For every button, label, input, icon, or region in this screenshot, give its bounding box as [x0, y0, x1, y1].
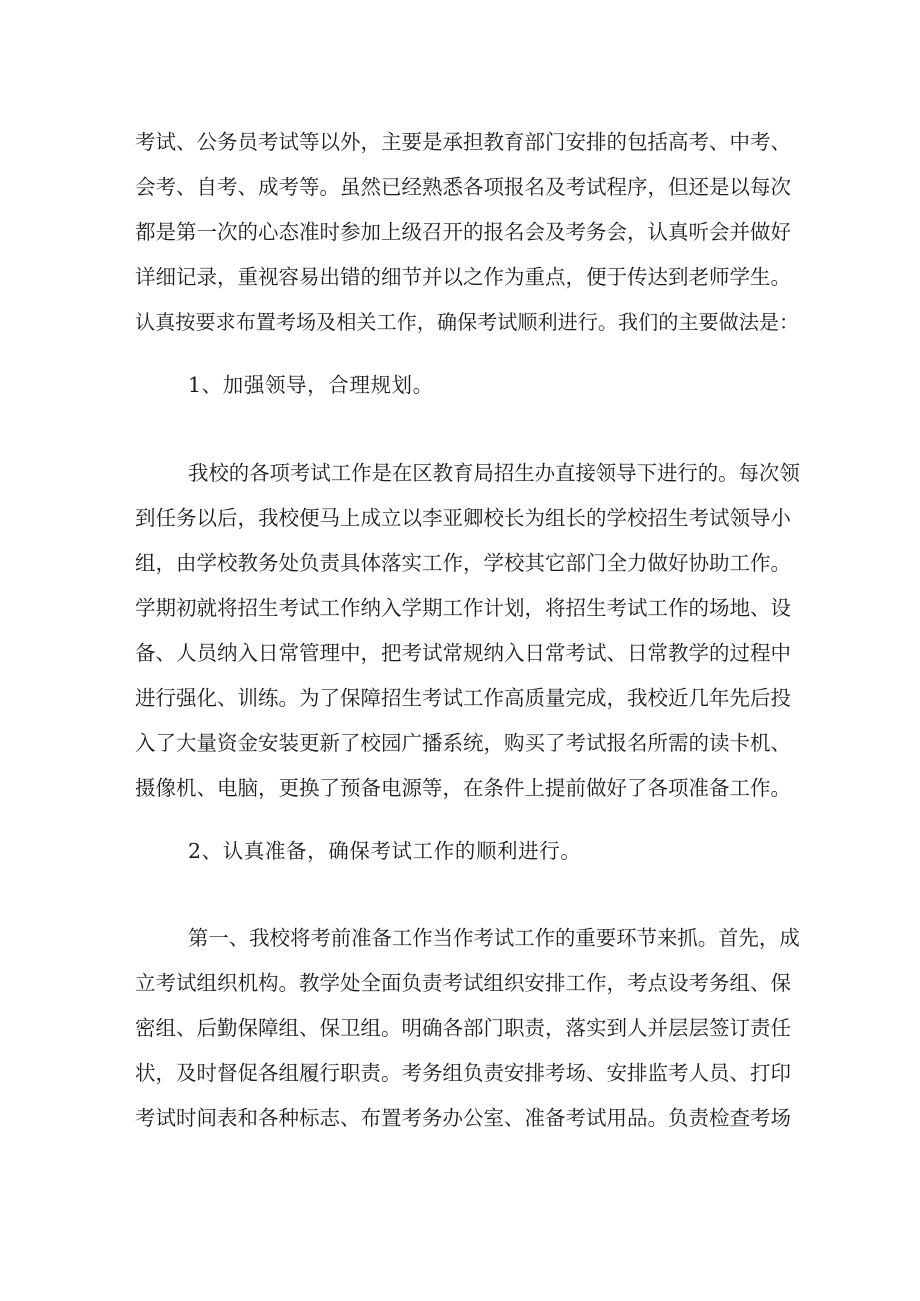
- para1-line-7: 入了大量资金安装更新了校园广播系统，购买了考试报名所需的读卡机、: [135, 731, 791, 755]
- para1-line-3: 组，由学校教务处负责具体落实工作，学校其它部门全力做好协助工作。: [135, 551, 791, 575]
- para1-line-5: 备、人员纳入日常管理中，把考试常规纳入日常考试、日常教学的过程中: [135, 641, 791, 665]
- intro-line-1: 考试、公务员考试等以外，主要是承担教育部门安排的包括高考、中考、: [135, 130, 791, 154]
- intro-line-3: 都是第一次的心态准时参加上级召开的报名会及考务会，认真听会并做好: [135, 220, 791, 244]
- section-heading-1: 1、加强领导，合理规划。: [188, 373, 434, 397]
- para2-line-2: 立考试组织机构。教学处全面负责考试组织安排工作，考点设考务组、保: [135, 971, 791, 995]
- para1-line-8: 摄像机、电脑，更换了预备电源等，在条件上提前做好了各项准备工作。: [135, 776, 791, 800]
- para1-line-4: 学期初就将招生考试工作纳入学期工作计划，将招生考试工作的场地、设: [135, 596, 791, 620]
- intro-line-4: 详细记录，重视容易出错的细节并以之作为重点，便于传达到老师学生。: [135, 265, 791, 289]
- para2-line-4: 状，及时督促各组履行职责。考务组负责安排考场、安排监考人员、打印: [135, 1061, 791, 1085]
- intro-line-2: 会考、自考、成考等。虽然已经熟悉各项报名及考试程序，但还是以每次: [135, 175, 791, 199]
- para1-line-6: 进行强化、训练。为了保障招生考试工作高质量完成，我校近几年先后投: [135, 686, 791, 710]
- para2-line-1: 第一、我校将考前准备工作当作考试工作的重要环节来抓。首先，成: [188, 926, 800, 950]
- para2-line-3: 密组、后勤保障组、保卫组。明确各部门职责，落实到人并层层签订责任: [135, 1016, 791, 1040]
- para1-line-2: 到任务以后，我校便马上成立以李亚卿校长为组长的学校招生考试领导小: [135, 506, 791, 530]
- para1-line-1: 我校的各项考试工作是在区教育局招生办直接领导下进行的。每次领: [188, 461, 800, 485]
- intro-line-5: 认真按要求布置考场及相关工作，确保考试顺利进行。我们的主要做法是：: [135, 310, 800, 334]
- section-heading-2: 2、认真准备，确保考试工作的顺利进行。: [188, 839, 582, 863]
- para2-line-5: 考试时间表和各种标志、布置考务办公室、准备考试用品。负责检查考场: [135, 1106, 791, 1130]
